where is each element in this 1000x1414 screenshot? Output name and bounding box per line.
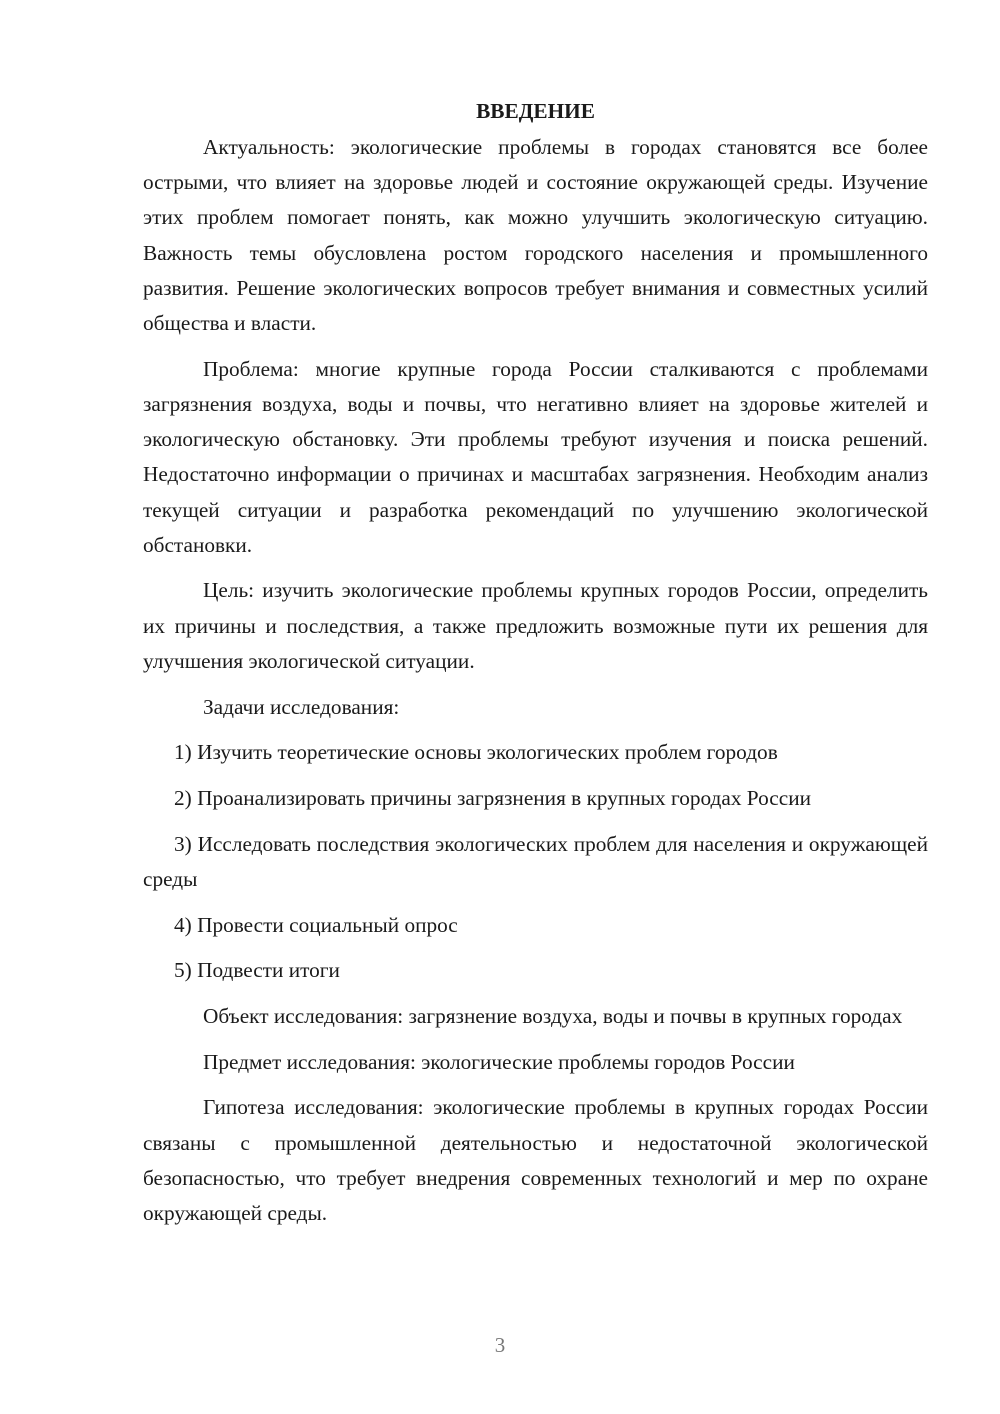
relevance-paragraph: Актуальность: экологические проблемы в городах становятся все более острыми, что влияет на здоровье людей и состояние окружающей среды. Изучение этих проблем помогает понять, как можно улучшить экологическую ситуацию. Важность темы обусловлена ростом городского населения и промышленного развития. Решение экологических вопросов требует внимания и совместных усилий общества и власти.: [143, 135, 928, 336]
document-page: [143, 92, 928, 1242]
task-item: 3) Исследовать последствия экологических проблем для населения и окружающей среды: [143, 831, 928, 891]
task-item: 4) Провести социальный опрос: [174, 912, 458, 937]
object-paragraph: Объект исследования: загрязнение воздуха, воды и почвы в крупных городах: [203, 1003, 903, 1028]
page-number: 3: [494, 1333, 506, 1357]
subject-paragraph: Предмет исследования: экологические проблемы городов России: [203, 1049, 795, 1074]
goal-paragraph: Цель: изучить экологические проблемы крупных городов России, определить их причины и последствия, а также предложить возможные пути их решения для улучшения экологической ситуации.: [143, 578, 928, 673]
problem-paragraph: Проблема: многие крупные города России сталкиваются с проблемами загрязнения воздуха, воды и почвы, что негативно влияет на здоровье жителей и экологическую обстановку. Эти проблемы требуют изучения и поиска решений. Недостаточно информации о причинах и масштабах загрязнения. Необходим анализ текущей ситуации и разработка рекомендаций по улучшению экологической обстановки.: [143, 356, 928, 557]
hypothesis-paragraph: Гипотеза исследования: экологические проблемы в крупных городах России связаны с промышленной деятельностью и недостаточной экологической безопасностью, что требует внедрения современных технологий и мер по охране окружающей среды.: [143, 1095, 928, 1225]
tasks-heading: Задачи исследования:: [203, 694, 400, 719]
task-item: 1) Изучить теоретические основы экологических проблем городов: [174, 740, 778, 765]
task-item: 2) Проанализировать причины загрязнения в крупных городах России: [174, 785, 811, 810]
task-item: 5) Подвести итоги: [174, 958, 340, 983]
section-title: ВВЕДЕНИЕ: [476, 99, 595, 123]
